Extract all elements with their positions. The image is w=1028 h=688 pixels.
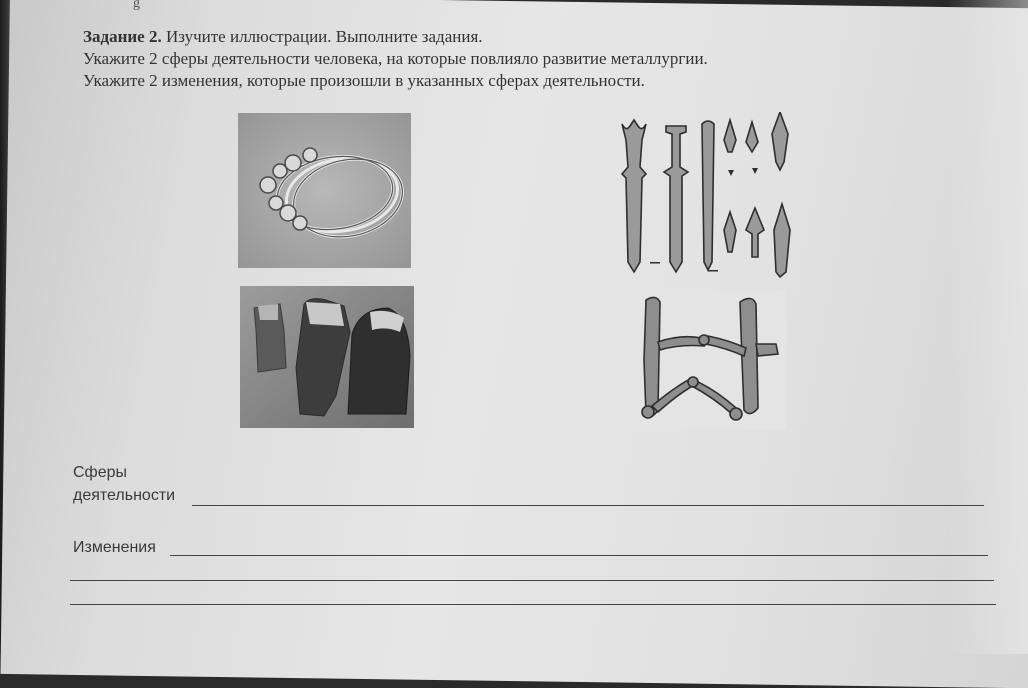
task-question-1: Укажите 2 сферы деятельности человека, на которые повлияло развитие металлургии. bbox=[83, 49, 708, 68]
changes-label: Изменения bbox=[73, 539, 156, 556]
task-instruction: Изучите иллюстрации. Выполните задания. bbox=[161, 27, 483, 46]
top-margin-mark: g bbox=[133, 0, 140, 11]
horse-bit-drawing bbox=[636, 290, 786, 430]
bronze-axes-photo bbox=[240, 286, 414, 428]
bronze-weapons-drawing bbox=[610, 112, 806, 282]
spheres-label-line2: деятельности bbox=[73, 487, 176, 504]
changes-answer-line-3[interactable] bbox=[70, 604, 996, 605]
task-question-2: Укажите 2 изменения, которые произошли в указанных сферах деятельности. bbox=[83, 71, 645, 90]
task-number: Задание 2. bbox=[83, 27, 162, 46]
spheres-label-line1: Сферы bbox=[73, 464, 128, 481]
spheres-answer-line[interactable] bbox=[192, 505, 984, 506]
changes-answer-line-2[interactable] bbox=[70, 580, 994, 581]
changes-answer-line-1[interactable] bbox=[170, 555, 988, 556]
task-text bbox=[83, 26, 903, 92]
task-title bbox=[83, 26, 903, 48]
paper-sheet bbox=[1, 0, 1028, 688]
bronze-bracelets-photo bbox=[238, 113, 411, 268]
